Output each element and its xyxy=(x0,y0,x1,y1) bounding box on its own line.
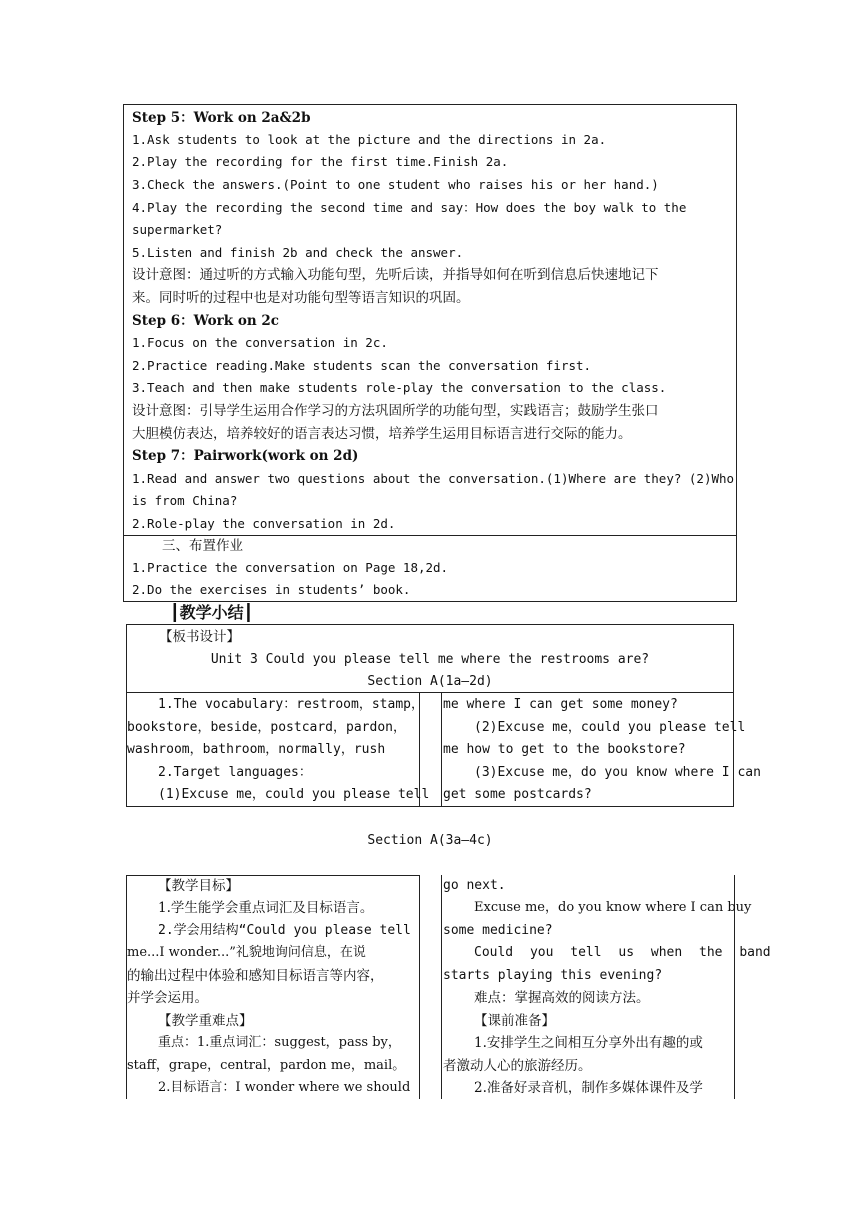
homework-item: 2.Do the exercises in students’ book. xyxy=(132,582,411,597)
step5-intent: 来。同时听的过程中也是对功能句型等语言知识的巩固。 xyxy=(132,290,470,306)
lesson-left-line: 的输出过程中体验和感知目标语言等内容， xyxy=(127,968,384,984)
board-left-line: (1)Excuse me，could you please tell xyxy=(158,787,430,802)
homework-box xyxy=(123,535,737,602)
homework-item: 1.Practice the conversation on Page 18,2d. xyxy=(132,560,449,575)
step6-item: 2.Practice reading.Make students scan the conversation first. xyxy=(132,358,592,373)
lesson-right-line: 者激动人心的旅游经历。 xyxy=(443,1058,592,1074)
lesson-right-line: 【课前准备】 xyxy=(474,1013,555,1029)
steps-box xyxy=(123,104,737,536)
homework-title: 三、布置作业 xyxy=(162,538,243,554)
step5-item: 3.Check the answers.(Point to one student who raises his or her hand.) xyxy=(132,177,659,192)
lesson-right-line: 2.准备好录音机，制作多媒体课件及学 xyxy=(474,1080,703,1096)
board-right-line: get some postcards? xyxy=(443,787,592,802)
board-left-line: washroom，bathroom，normally，rush xyxy=(127,742,386,757)
lesson-right-line: 1.安排学生之间相互分享外出有趣的或 xyxy=(474,1035,703,1051)
step6-item: 3.Teach and then make students role-play the conversation to the class. xyxy=(132,380,667,395)
lesson-left-line: 1.学生能学会重点词汇及目标语言。 xyxy=(158,900,374,916)
lesson-left-line: 2.目标语言：I wonder where we should xyxy=(158,1080,411,1095)
lesson-right-line: go next. xyxy=(443,878,506,893)
lesson-left-line: 2.学会用结构“Could you please tell xyxy=(158,923,411,938)
board-right-line: me where I can get some money? xyxy=(443,697,678,712)
lesson-left-line: staff，grape，central，pardon me，mail。 xyxy=(127,1058,406,1073)
section-title: Section A(1a—2d) xyxy=(367,674,493,689)
step5-intent: 设计意图：通过听的方式输入功能句型，先听后读，并指导如何在听到信息后快速地记下 xyxy=(132,267,659,283)
lesson-right-line: 难点：掌握高效的阅读方法。 xyxy=(474,990,650,1006)
lesson-left-line: 【教学目标】 xyxy=(158,878,239,894)
step7-item: is from China? xyxy=(132,493,238,508)
lesson-mid-border xyxy=(441,875,442,1099)
lesson-right-line: Could you tell us when the band xyxy=(474,945,771,960)
step6-intent: 大胆模仿表达，培养较好的语言表达习惯，培养学生运用目标语言进行交际的能力。 xyxy=(132,426,632,442)
lesson-left-line: me...I wonder...”礼貌地询问信息，在说 xyxy=(127,945,366,960)
step7-title: Step 7：Pairwork(work on 2d) xyxy=(132,448,359,464)
table-divider xyxy=(126,692,734,693)
board-left-line: 1.The vocabulary：restroom，stamp， xyxy=(158,697,424,712)
step5-item: supermarket? xyxy=(132,222,223,237)
step7-item: 2.Role-play the conversation in 2d. xyxy=(132,516,396,531)
step5-item: 4.Play the recording the second time and say：How does the boy walk to the xyxy=(132,200,687,215)
section-heading: Section A(3a—4c) xyxy=(367,833,493,848)
lesson-left-line: 重点：1.重点词汇：suggest，pass by， xyxy=(158,1035,401,1050)
step5-title: Step 5：Work on 2a&2b xyxy=(132,110,311,126)
lesson-left-line: 并学会运用。 xyxy=(127,990,208,1006)
step5-item: 5.Listen and finish 2b and check the answer. xyxy=(132,245,464,260)
step6-intent: 设计意图：引导学生运用合作学习的方法巩固所学的功能句型，实践语言；鼓励学生张口 xyxy=(132,403,659,419)
board-design-header: 【板书设计】 xyxy=(159,629,240,645)
lesson-right-line: some medicine? xyxy=(443,923,553,938)
lesson-left-line: 【教学重难点】 xyxy=(158,1013,253,1029)
lesson-right-line: starts playing this evening? xyxy=(443,968,663,983)
board-right-line: (2)Excuse me，could you please tell xyxy=(474,720,746,735)
step5-item: 1.Ask students to look at the picture and the directions in 2a. xyxy=(132,132,607,147)
step6-title: Step 6：Work on 2c xyxy=(132,313,279,329)
step6-item: 1.Focus on the conversation in 2c. xyxy=(132,335,388,350)
lesson-right-line: Excuse me，do you know where I can buy xyxy=(474,900,752,915)
step7-item: 1.Read and answer two questions about the conversation.(1)Where are they? (2)Who xyxy=(132,471,735,486)
unit-title: Unit 3 Could you please tell me where the restrooms are? xyxy=(210,652,650,667)
step5-item: 2.Play the recording for the first time.Finish 2a. xyxy=(132,154,509,169)
board-left-line: 2.Target languages： xyxy=(158,765,312,780)
board-right-line: (3)Excuse me，do you know where I can xyxy=(474,765,761,780)
column-divider xyxy=(441,692,442,806)
lesson-mid-border xyxy=(419,875,420,1099)
board-right-line: me how to get to the bookstore? xyxy=(443,742,686,757)
board-left-line: bookstore，beside，postcard，pardon， xyxy=(127,720,406,735)
summary-heading: ┃教学小结┃ xyxy=(170,603,254,622)
